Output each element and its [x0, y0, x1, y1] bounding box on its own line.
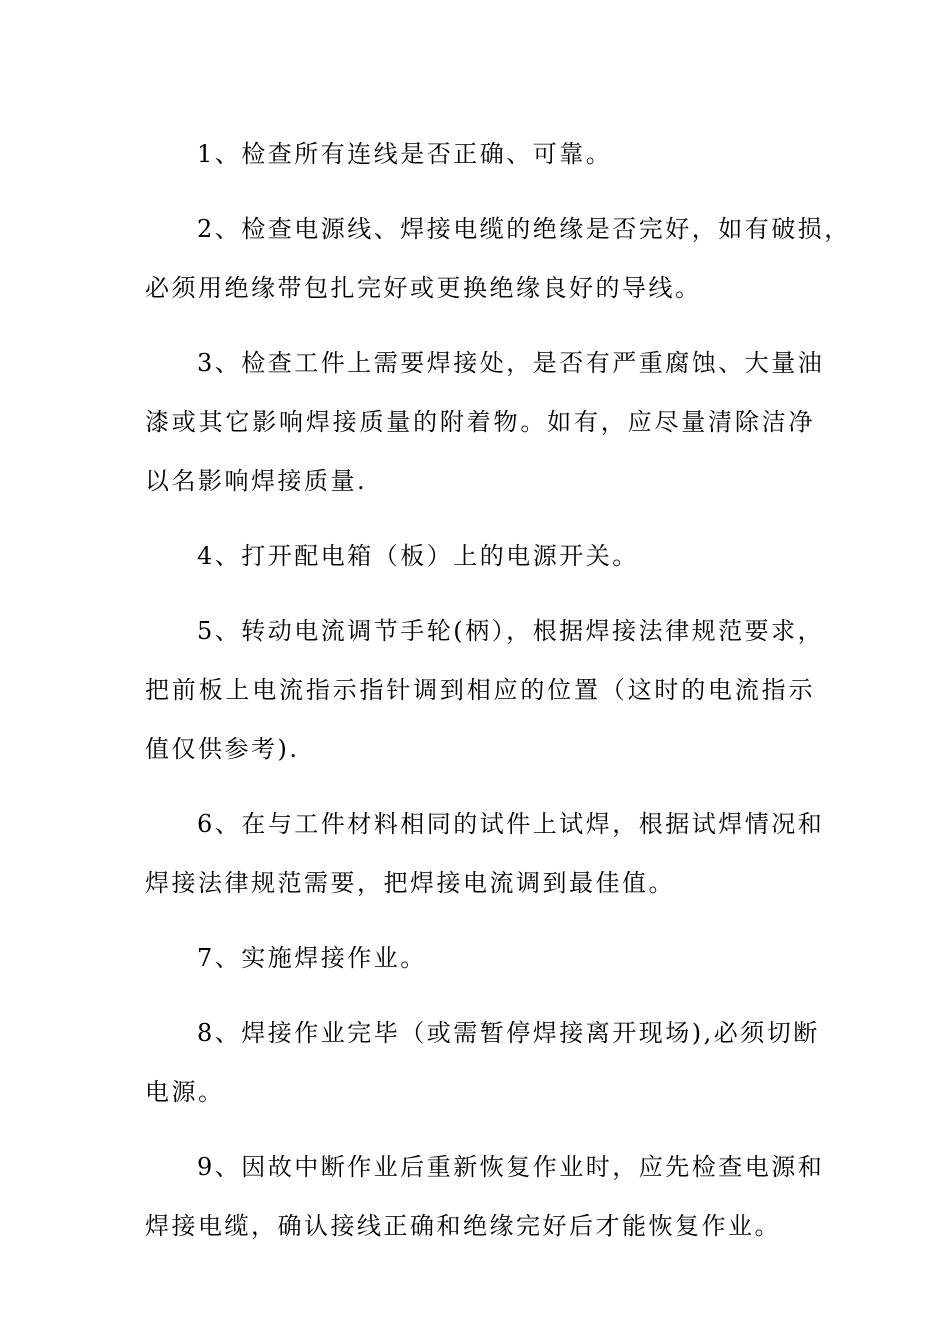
paragraph-8	[145, 1004, 820, 1122]
paragraph-9	[145, 1138, 825, 1256]
paragraph-line: 5、转动电流调节手轮(柄），根据焊接法律规范要求，	[197, 617, 825, 645]
paragraph-line: 焊接电缆，确认接线正确和绝缘完好后才能恢复作业。	[145, 1212, 781, 1240]
paragraph-6	[145, 795, 825, 913]
paragraph-1	[145, 125, 815, 184]
paragraph-line: 6、在与工件材料相同的试件上试焊，根据试焊情况和	[197, 810, 825, 838]
paragraph-5	[145, 602, 825, 779]
paragraph-line: 7、实施焊接作业。	[197, 944, 427, 972]
paragraph-line: 以名影响焊接质量.	[145, 467, 368, 495]
paragraph-line: 9、因故中断作业后重新恢复作业时，应先检查电源和	[197, 1153, 825, 1181]
paragraph-line: 必须用绝缘带包扎完好或更换绝缘良好的导线。	[145, 274, 702, 302]
paragraph-line: 把前板上电流指示指针调到相应的位置（这时的电流指示	[145, 676, 815, 704]
paragraph-line: 2、检查电源线、焊接电缆的绝缘是否完好，如有破损，	[197, 215, 851, 243]
paragraph-line: 值仅供参考).	[145, 735, 300, 763]
paragraph-line: 漆或其它影响焊接质量的附着物。如有，应尽量清除洁净	[145, 408, 815, 436]
document-body	[145, 125, 851, 1272]
paragraph-7	[145, 929, 815, 988]
paragraph-4	[145, 527, 815, 586]
paragraph-line: 3、检查工件上需要焊接处，是否有严重腐蚀、大量油	[197, 349, 825, 377]
paragraph-line: 8、焊接作业完毕（或需暂停焊接离开现场),必须切断	[197, 1019, 820, 1047]
paragraph-3	[145, 334, 825, 511]
paragraph-line: 4、打开配电箱（板）上的电源开关。	[197, 542, 639, 570]
paragraph-2	[145, 200, 851, 318]
paragraph-line: 1、检查所有连线是否正确、可靠。	[197, 140, 613, 168]
paragraph-line: 焊接法律规范需要，把焊接电流调到最佳值。	[145, 869, 675, 897]
paragraph-line: 电源。	[145, 1078, 225, 1106]
